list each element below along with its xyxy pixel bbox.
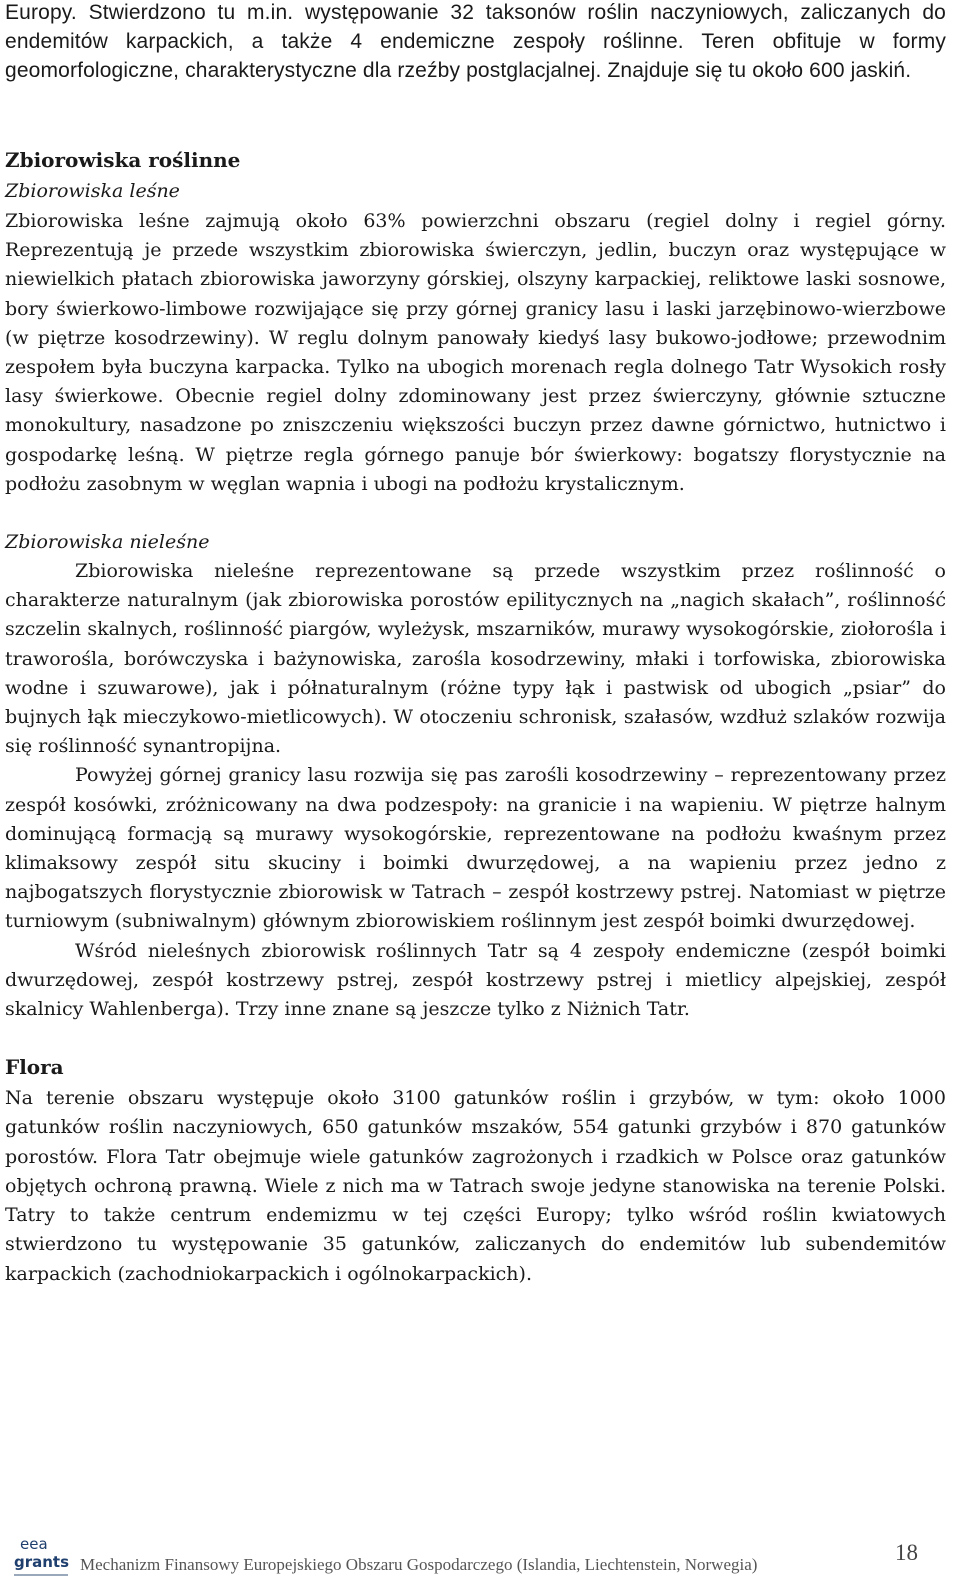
flora-paragraph: Na terenie obszaru występuje około 3100 gatunków roślin i grzybów, w tym: około 1000 gatunków roślin naczyniowych, 650 gatunków mszaków, 554 gatunki grzybów i 870 gatunków porostów. Flora Tatr obejmuje wiele gatunków zagrożonych i rzadkich w Polsce oraz gatunków objętych ochroną prawną. Wiele z nich ma w Tatrach swoje jedyne stanowiska na terenie Polski. Tatry to także centrum endemizmu w tej części Europy; tylko wśród roślin kwiatowych stwierdzono tu występowanie 35 gatunków, zaliczanych do endemitów lub subendemitów karpackich (zachodniokarpackich i ogólnokarpackich). [5, 1087, 946, 1285]
section-heading-flora: Flora [5, 1055, 64, 1080]
intro-paragraph: Europy. Stwierdzono tu m.in. występowanie 32 taksonów roślin naczyniowych, zaliczanych do endemitów karpackich, a także 4 endemiczne zespoły roślinne. Teren obfituje w formy geomorfologiczne, charakterystyczne dla rzeźby postglacjalnej. Znajduje się tu około 600 jaskiń. [5, 1, 946, 82]
svg-text:eea: eea [20, 1535, 48, 1553]
subheading-non-forest-communities: Zbiorowiska nieleśne [5, 531, 210, 554]
non-forest-paragraph-3: Wśród nieleśnych zbiorowisk roślinnych Tatr są 4 zespoły endemiczne (zespół boimki dwurzędowej, zespół kostrzewy pstrej, zespół kostrzewy pstrej i mietlicy alpejskiej, zespół skalnicy Wahlenberga). Trzy inne znane są jeszcze tylko z Niżnich Tatr. [5, 939, 946, 1021]
subheading-forest-communities: Zbiorowiska leśne [5, 180, 180, 202]
non-forest-paragraph-2: Powyżej górnej granicy lasu rozwija się pas zarośli kosodrzewiny – reprezentowany przez zespół kosówki, zróżnicowany na dwa podzespoły: na granicie i na wapieniu. W piętrze halnym dominującą formacją są murawy wysokogórskie, reprezentowane na podłożu kwaśnym przez klimaksowy zespół situ skuciny i boimki dwurzędowej, a na wapieniu przez jedno z najbogatszych florystycznie zbiorowisk w Tatrach – zespół kostrzewy pstrej. Natomiast w piętrze turniowym (subniwalnym) głównym zbiorowiskiem roślinnym jest zespół boimki dwurzędowej. [5, 764, 946, 933]
non-forest-paragraph-1: Zbiorowiska nieleśne reprezentowane są przede wszystkim przez roślinność o charakterze naturalnym (jak zbiorowiska porostów epilitycznych na „nagich skałach”, roślinność szczelin skalnych, roślinność piargów, wyleżysk, mszarników, murawy wysokogórskie, ziołorośla i traworośla, borówczyska i bażynowiska, zarośla kosodrzewiny, młaki i torfowiska, zbiorowiska wodne i szuwarowe), jak i półnaturalnym (różne typy łąk i pastwisk od ubogich „psiar” do bujnych łąk mieczykowo-mietlicowych). W otoczeniu schronisk, szałasów, wzdłuż szlaków rozwija się roślinność synantropijna. [5, 560, 946, 758]
section-heading-plant-communities: Zbiorowiska roślinne [5, 148, 241, 172]
page-number: 18 [895, 1540, 918, 1565]
footer-text: Mechanizm Finansowy Europejskiego Obszaru Gospodarczego (Islandia, Liechtenstein, Norwegia) [80, 1555, 758, 1574]
eea-grants-logo [12, 1531, 72, 1583]
page-footer [0, 1530, 960, 1585]
forest-communities-paragraph: Zbiorowiska leśne zajmują około 63% powierzchni obszaru (regiel dolny i regiel górny. Reprezentują je przede wszystkim zbiorowiska świerczyn, jedlin, buczyn oraz występujące w niewielkich płatach zbiorowiska jaworzyny górskiej, olszyny karpackiej, reliktowe laski sosnowe, bory świerkowo-limbowe rozwijające się przy górnej granicy lasu i laski jarzębinowo-wierzbowe (w piętrze kosodrzewiny). W reglu dolnym panowały kiedyś lasy bukowo-jodłowe; przewodnim zespołem była buczyna karpacka. Tylko na ubogich morenach regla dolnego Tatr Wysokich rosły lasy świerkowe. Obecnie regiel dolny zdominowany jest przez świerczyny, głównie sztuczne monokultury, nasadzone po zniszczeniu większości buczyn przez dawne górnictwo, hutnictwo i gospodarkę leśną. W piętrze regla górnego panuje bór świerkowy: bogatszy florystycznie na podłożu zasobnym w węglan wapnia i ubogi na podłożu krystalicznym. [5, 210, 946, 495]
svg-text:grants: grants [14, 1553, 70, 1571]
document-page [5, 0, 946, 1289]
